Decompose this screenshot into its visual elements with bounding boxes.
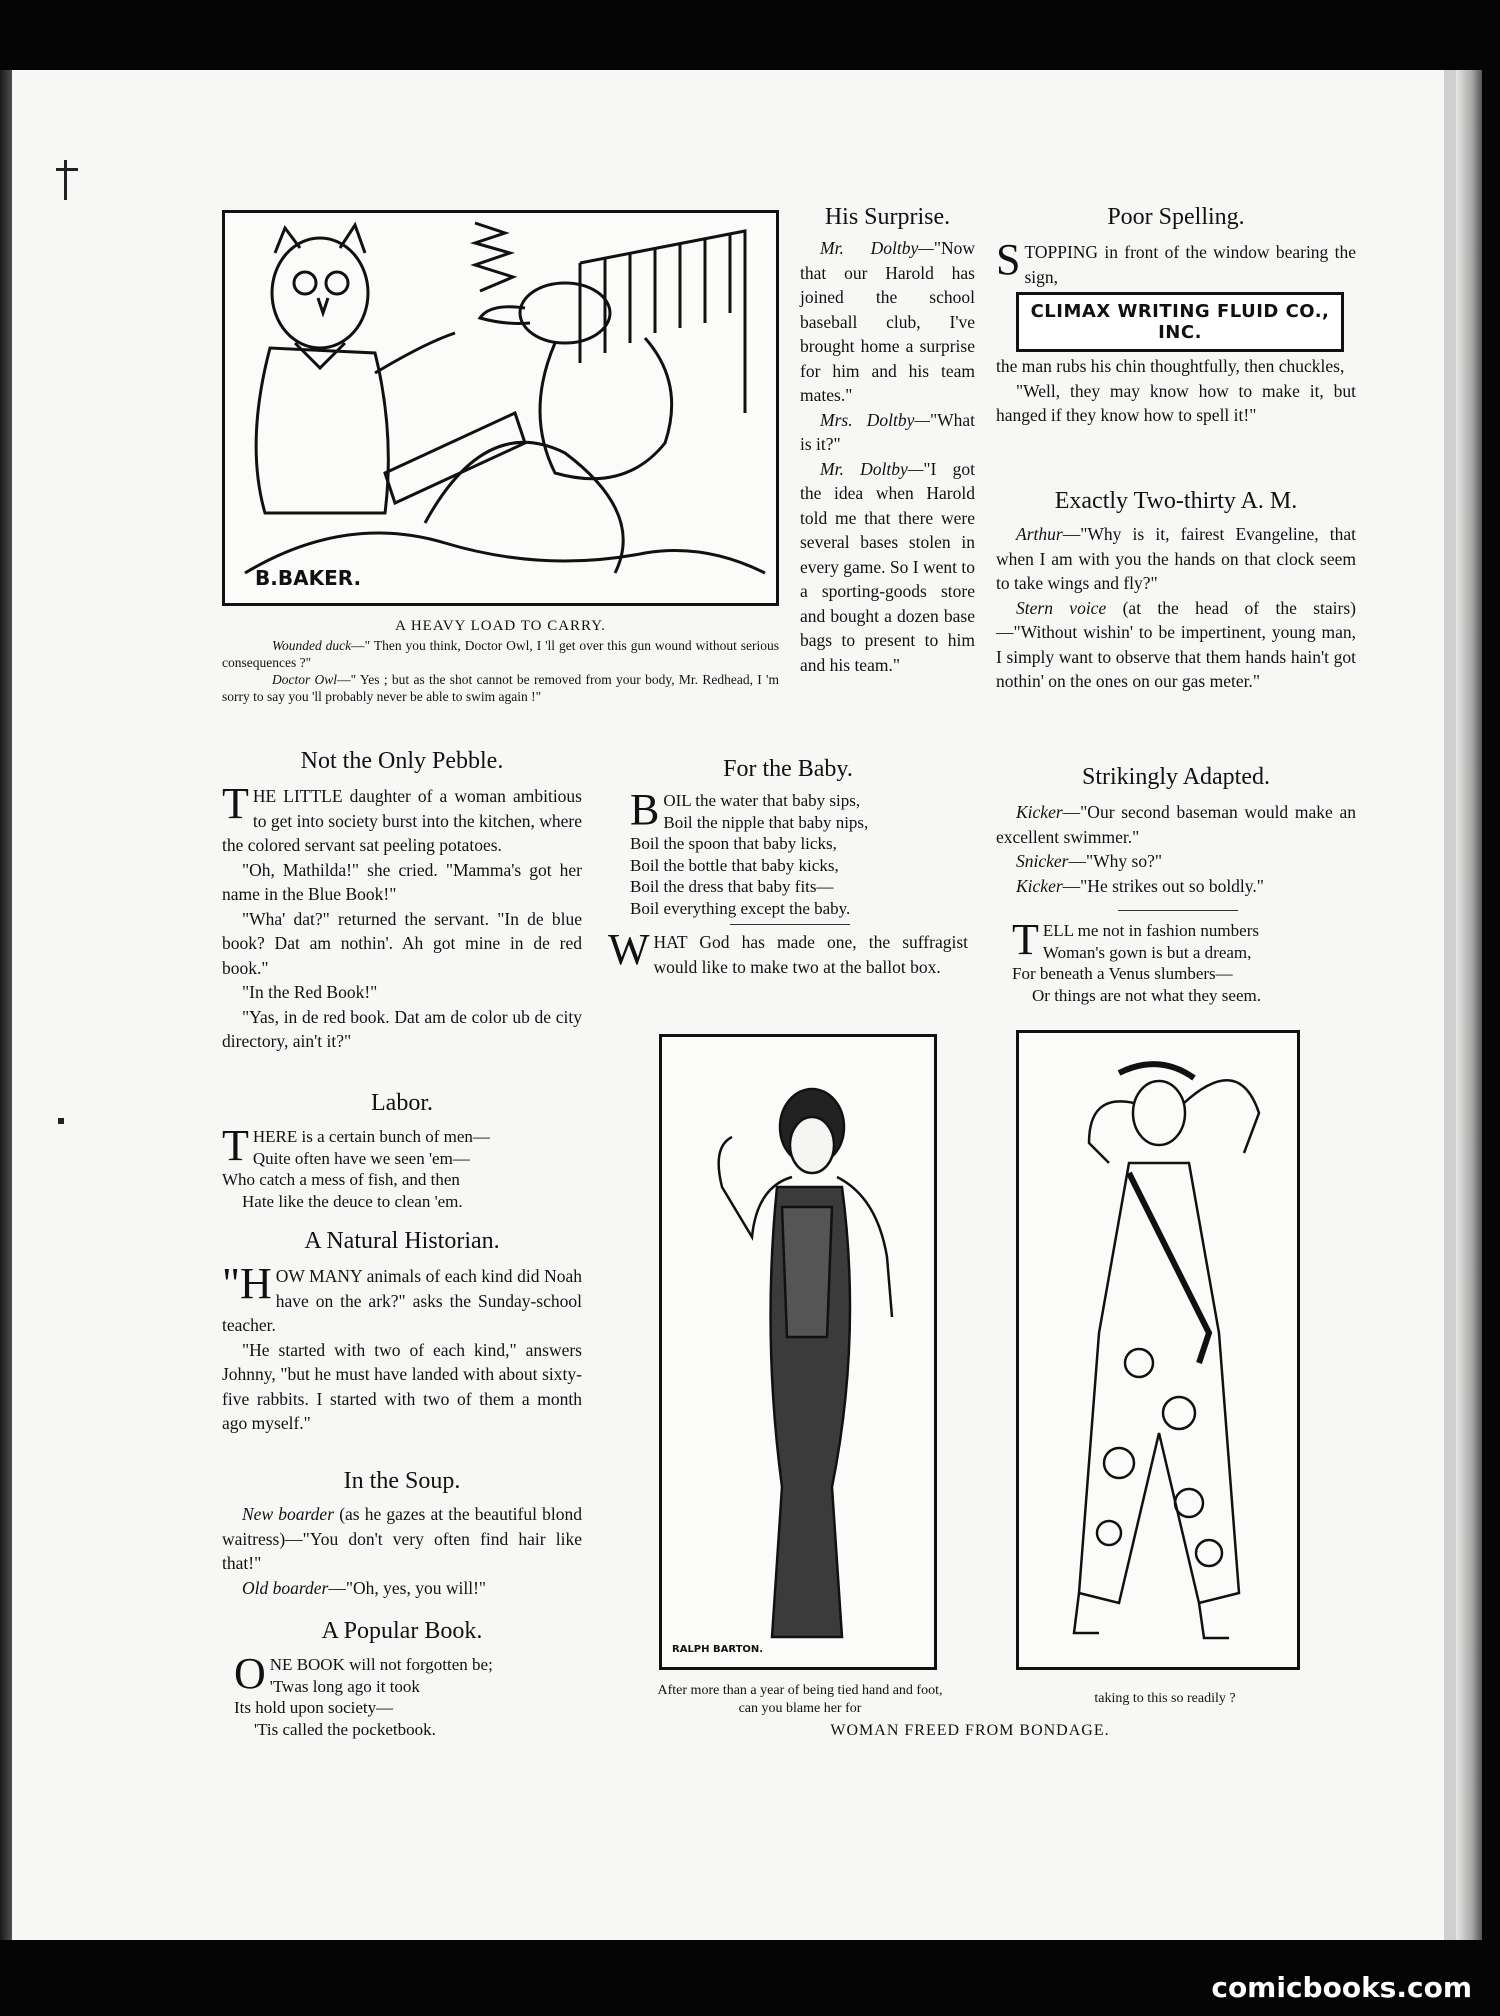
poem-line: Who catch a mess of fish, and then bbox=[222, 1170, 460, 1189]
article-text: —"He strikes out so boldly." bbox=[1062, 875, 1264, 896]
drop-cap: B bbox=[630, 785, 660, 834]
article-text: —"Why is it, fairest Evangeline, that when I am with you the hands on that clock seem to take wings and fly?" bbox=[996, 524, 1356, 593]
cartoon-signature: B.BAKER. bbox=[255, 566, 362, 590]
article-text: (as he gazes at the beautiful blond waitress)—"You don't very often find hair like that!" bbox=[222, 1504, 583, 1573]
poem-line: Or things are not what they seem. bbox=[1032, 985, 1261, 1005]
poem-baby bbox=[630, 785, 975, 919]
article-suffragist bbox=[608, 925, 968, 979]
climax-sign: CLIMAX WRITING FLUID CO., INC. bbox=[1016, 292, 1344, 352]
article-text: HE LITTLE daughter of a woman ambitious to get into society burst into the kitchen, where the colored servant sat peeling potatoes. bbox=[222, 786, 582, 855]
divider-rule bbox=[730, 924, 850, 925]
article-text: HAT God has made one, the suffragist would like to make two at the ballot box. bbox=[653, 932, 968, 977]
caption-speaker: Doctor Owl bbox=[272, 672, 338, 687]
watermark: comicbooks.com bbox=[1211, 1971, 1472, 2004]
cartoon-illustration bbox=[222, 210, 779, 606]
article-text: "In the Red Book!" bbox=[242, 982, 378, 1002]
article-text: —"Why so?" bbox=[1068, 851, 1162, 871]
artist-signature: RALPH BARTON. bbox=[672, 1644, 764, 1655]
heading-two-thirty: Exactly Two-thirty A. M. bbox=[1054, 488, 1298, 514]
article-text: —"Oh, yes, you will!" bbox=[328, 1577, 487, 1598]
heading-historian: A Natural Historian. bbox=[304, 1228, 500, 1254]
poem-line: Hate like the deuce to clean 'em. bbox=[242, 1191, 463, 1211]
heading-poor-spelling: Poor Spelling. bbox=[1107, 204, 1245, 230]
fashion-title: WOMAN FREED FROM BONDAGE. bbox=[830, 1722, 1110, 1739]
poem-line: Boil everything except the baby. bbox=[630, 898, 851, 918]
article-text: "Wha' dat?" returned the servant. "In de blue book? Dat am nothin'. Ah got mine in de red book." bbox=[222, 908, 582, 978]
article-text: "Oh, Mathilda!" she cried. "Mamma's got her name in the Blue Book!" bbox=[222, 859, 582, 904]
drop-cap: T bbox=[1012, 915, 1039, 964]
speaker: Kicker bbox=[1016, 875, 1063, 896]
article-text: the man rubs his chin thoughtfully, then chuckles, bbox=[996, 356, 1345, 376]
drop-cap: S bbox=[996, 235, 1021, 284]
article-text: "I got the idea when Harold told me that there were several bases stolen in every game. So I went to a sporting-goods store and bought a dozen base bags to present to him and his team." bbox=[800, 458, 975, 675]
drop-cap: O bbox=[234, 1649, 266, 1698]
article-poor-spelling-body bbox=[996, 354, 1356, 428]
drop-cap: W bbox=[608, 925, 650, 974]
article-his-surprise bbox=[800, 236, 975, 677]
caption-speaker: Wounded duck bbox=[272, 638, 352, 653]
page-edge bbox=[1456, 70, 1482, 1940]
binding-mark bbox=[64, 160, 67, 200]
poem-line: Boil the spoon that baby licks, bbox=[630, 834, 837, 853]
poem-line: Boil the bottle that baby kicks, bbox=[630, 855, 839, 875]
speaker: Snicker bbox=[1016, 851, 1069, 871]
binding-mark bbox=[56, 168, 78, 171]
poem-line: 'Twas long ago it took bbox=[269, 1676, 420, 1696]
divider-rule bbox=[1118, 910, 1238, 911]
speaker: Arthur bbox=[1016, 524, 1063, 544]
heading-popular: A Popular Book. bbox=[321, 1618, 483, 1644]
drop-cap: T bbox=[222, 779, 249, 828]
article-text: "Yas, in de red book. Dat am de color ub de city directory, ain't it?" bbox=[222, 1006, 582, 1051]
heading-pebble: Not the Only Pebble. bbox=[300, 748, 504, 774]
article-text: (at the head of the stairs) —"Without wishin' to be impertinent, young man, I simply want to observe that them hands hain't got nothin' on the ones on our gas meter." bbox=[996, 597, 1356, 691]
heading-his-surprise: His Surprise. bbox=[824, 204, 951, 230]
article-pebble bbox=[222, 779, 582, 1054]
article-text: —"Our second baseman would make an excellent swimmer." bbox=[996, 802, 1356, 847]
poem-line: NE BOOK will not forgotten be; bbox=[269, 1655, 493, 1674]
article-two-thirty bbox=[996, 522, 1356, 694]
article-text: "What is it?" bbox=[800, 409, 975, 454]
poem-line: OIL the water that baby sips, bbox=[663, 791, 861, 810]
article-text: "Well, they may know how to make it, but hanged if they know how to spell it!" bbox=[996, 380, 1356, 425]
poem-fashion bbox=[1012, 915, 1357, 1006]
article-text: TOPPING in front of the window bearing the sign, bbox=[1024, 242, 1356, 287]
caption-text: —" Yes ; but as the shot cannot be removed from your body, Mr. Redhead, I 'm sorry to say you 'll probably never be able to swim again !" bbox=[222, 672, 779, 704]
heading-soup: In the Soup. bbox=[343, 1468, 461, 1494]
speaker: Mr. Doltby— bbox=[820, 238, 934, 258]
article-text: "Now that our Harold has joined the school baseball club, I've brought home a surprise for him and his team mates." bbox=[800, 238, 975, 405]
binding-mark bbox=[58, 1118, 64, 1124]
speaker: Mr. Doltby— bbox=[820, 458, 924, 479]
speaker: Old boarder bbox=[242, 1577, 329, 1598]
speaker: Mrs. Doltby— bbox=[820, 409, 930, 430]
fashion-caption-right: taking to this so readily ? bbox=[1094, 1691, 1236, 1706]
fashion-figure-left bbox=[659, 1034, 937, 1670]
cartoon-caption bbox=[222, 637, 779, 705]
drop-cap: T bbox=[222, 1121, 249, 1170]
heading-adapted: Strikingly Adapted. bbox=[1082, 764, 1270, 790]
fashion-figure-right bbox=[1016, 1030, 1300, 1670]
caption-text: —" Then you think, Doctor Owl, I 'll get over this gun wound without serious consequences ?" bbox=[222, 638, 779, 670]
speaker: New boarder bbox=[242, 1504, 335, 1524]
heading-labor: Labor. bbox=[371, 1090, 433, 1116]
speaker: Kicker bbox=[1016, 802, 1063, 822]
poem-line: Its hold upon society— bbox=[234, 1698, 394, 1717]
speaker: Stern voice bbox=[1016, 597, 1107, 618]
gowned-woman-drawing bbox=[662, 1037, 934, 1667]
poem-line: HERE is a certain bunch of men— bbox=[252, 1127, 490, 1146]
poem-line: For beneath a Venus slumbers— bbox=[1012, 964, 1233, 983]
harem-costume-drawing bbox=[1019, 1033, 1297, 1667]
article-poor-spelling-intro bbox=[996, 235, 1356, 289]
owl-duck-drawing bbox=[225, 213, 776, 603]
article-text: OW MANY animals of each kind did Noah have on the ark?" asks the Sunday-school teacher. bbox=[222, 1266, 582, 1335]
heading-baby: For the Baby. bbox=[723, 756, 853, 782]
poem-line: Boil the nipple that baby nips, bbox=[663, 812, 869, 832]
fashion-caption-left: After more than a year of being tied hand and foot, can you blame her for bbox=[657, 1683, 943, 1716]
drop-cap: "H bbox=[222, 1259, 272, 1308]
article-historian bbox=[222, 1259, 582, 1436]
poem-labor bbox=[222, 1121, 582, 1212]
poem-line: Woman's gown is but a dream, bbox=[1042, 942, 1252, 962]
poem-line: ELL me not in fashion numbers bbox=[1042, 921, 1259, 940]
article-adapted bbox=[996, 800, 1356, 898]
poem-line: 'Tis called the pocketbook. bbox=[254, 1719, 436, 1739]
cartoon-title: A HEAVY LOAD TO CARRY. bbox=[395, 618, 606, 634]
article-text: "He started with two of each kind," answers Johnny, "but he must have landed with about sixty-five rabbits. I started with two of them a month ago myself." bbox=[222, 1339, 582, 1433]
poem-line: Quite often have we seen 'em— bbox=[252, 1148, 470, 1168]
poem-popular bbox=[234, 1649, 579, 1740]
poem-line: Boil the dress that baby fits— bbox=[630, 877, 834, 896]
article-soup bbox=[222, 1502, 582, 1600]
